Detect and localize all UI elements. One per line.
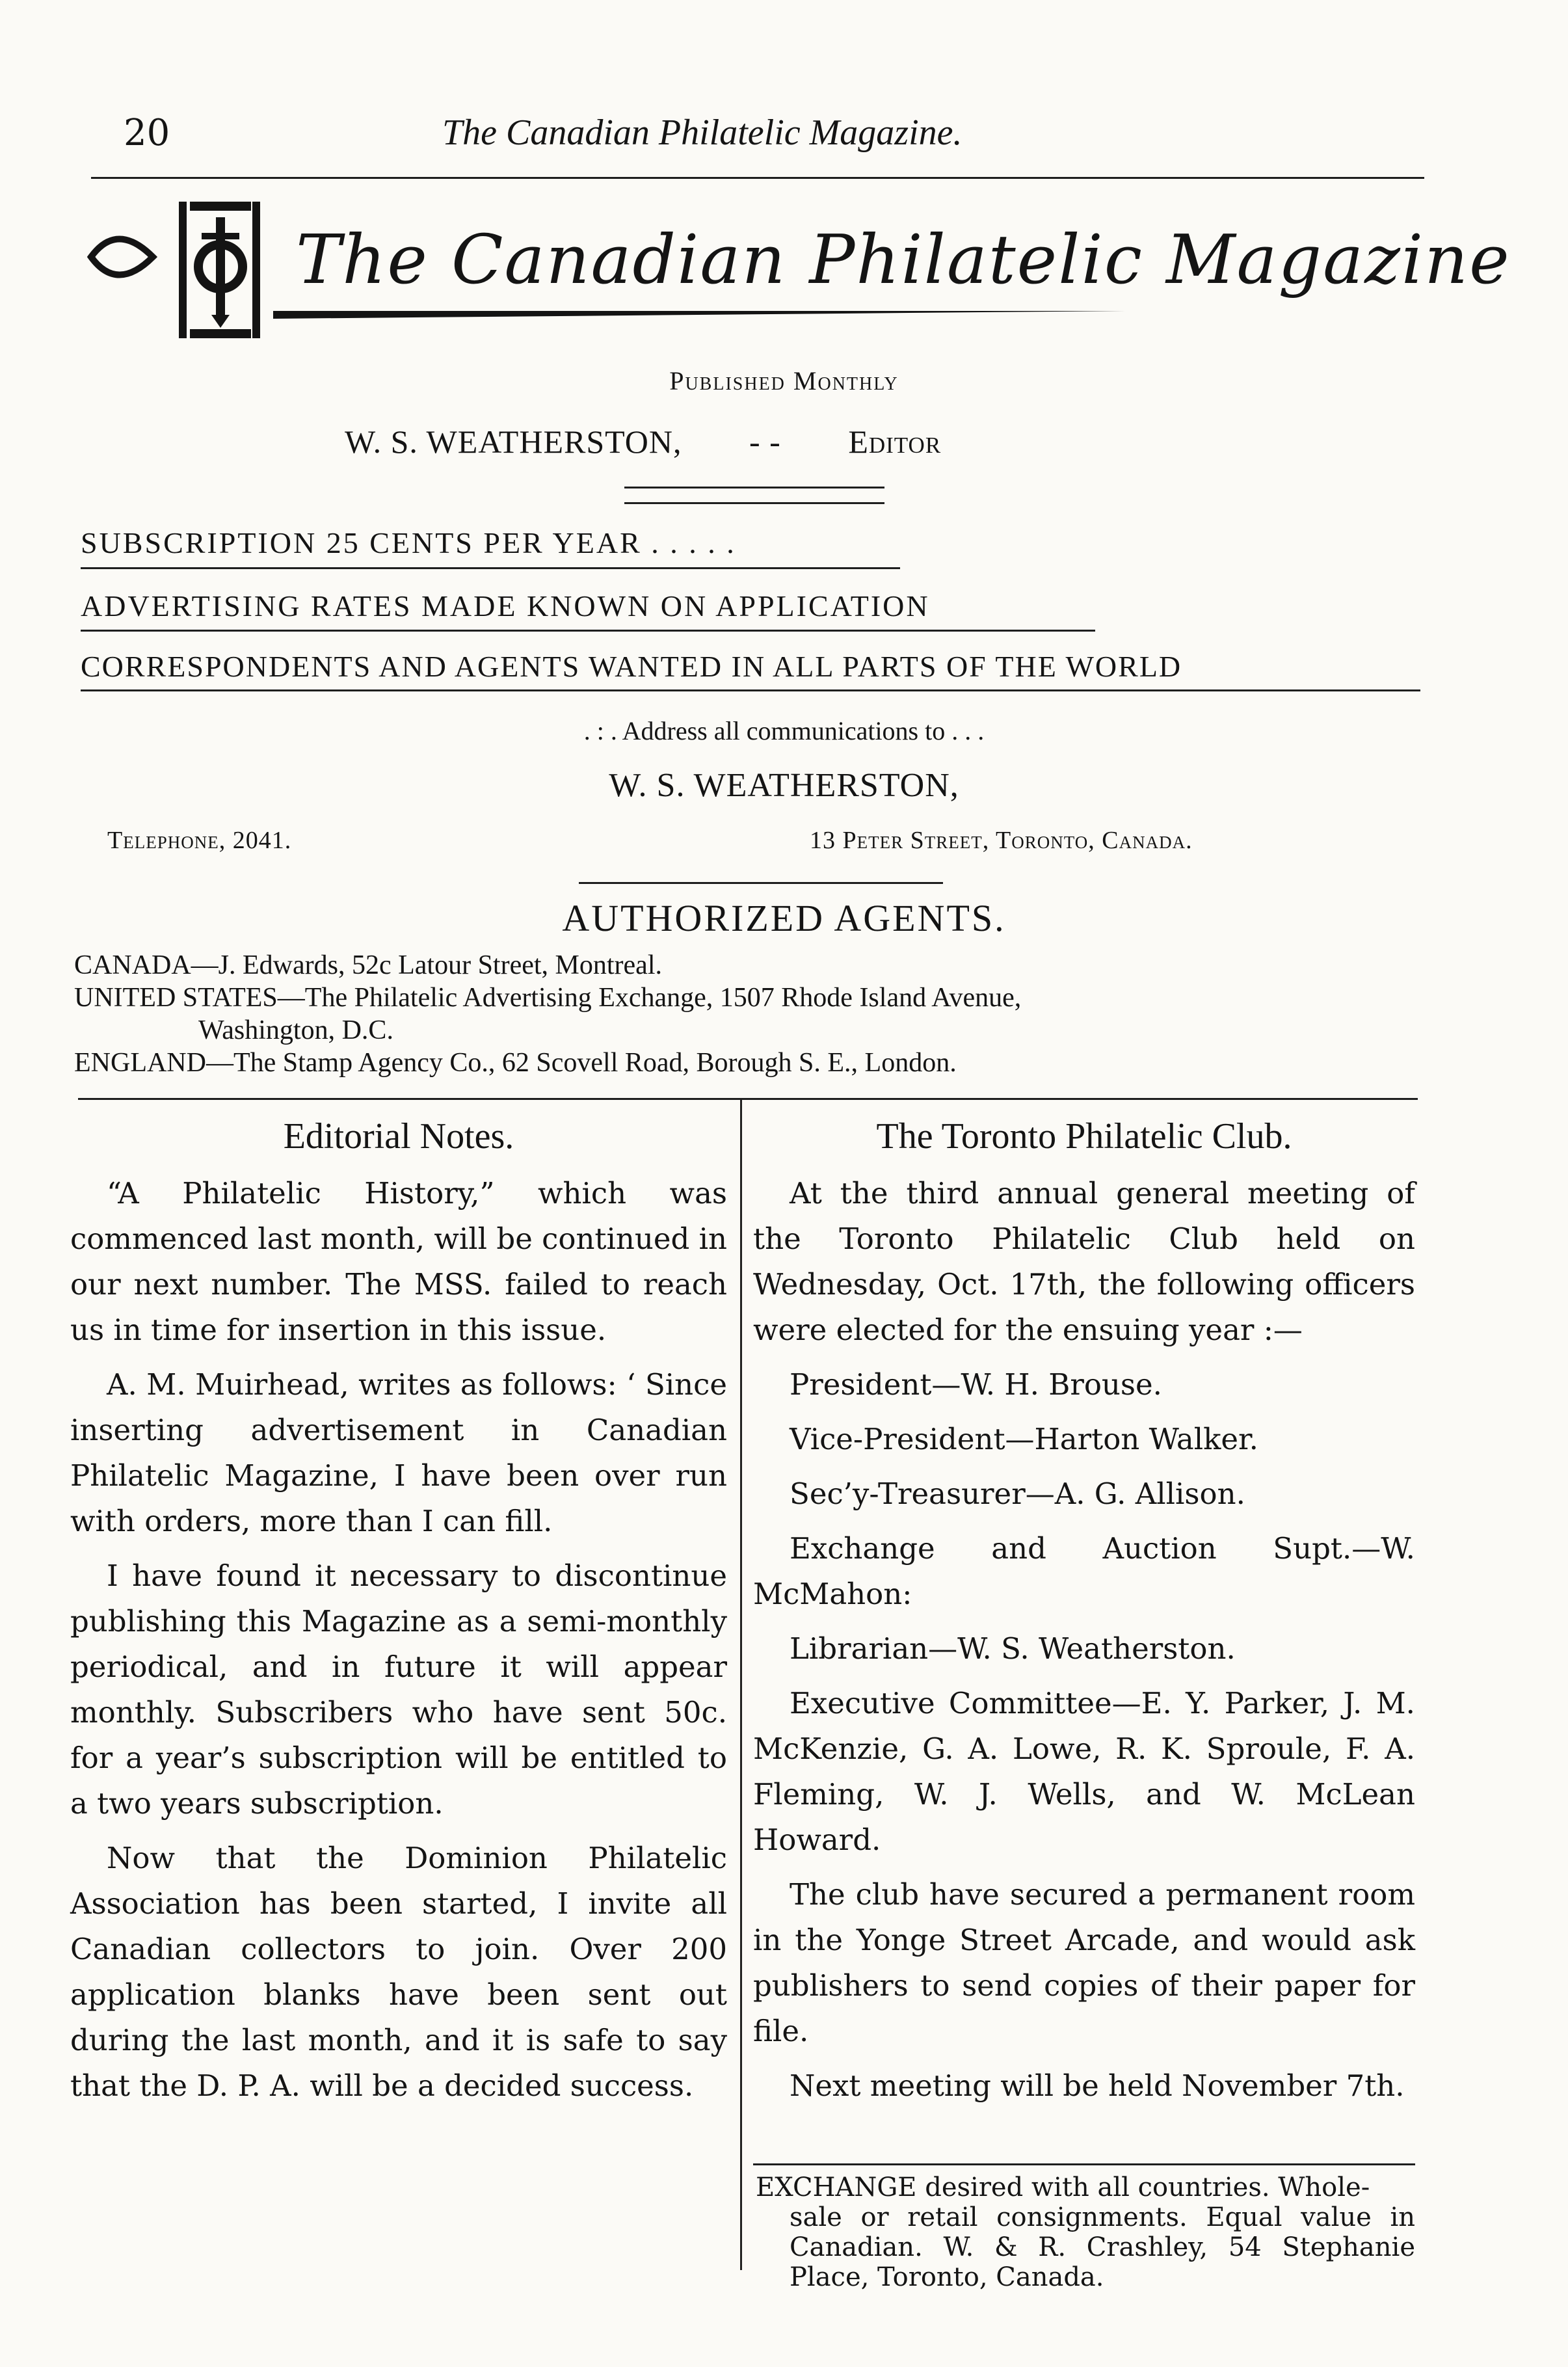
subscription-notice: SUBSCRIPTION 25 CENTS PER YEAR . . . . . bbox=[81, 526, 736, 559]
advertising-notice: ADVERTISING RATES MADE KNOWN ON APPLICATION bbox=[81, 589, 930, 622]
agent-canada: CANADA—J. Edwards, 52c Latour Street, Montreal. bbox=[74, 950, 662, 980]
masthead-ornament-icon bbox=[78, 195, 273, 345]
masthead-underline bbox=[273, 311, 1125, 319]
ornamental-rule bbox=[624, 502, 884, 504]
editorial-paragraph: “A Philatelic History,” which was commenced last month, will be continued in our next number. The MSS. failed to reach us in time for insertion in this issue. bbox=[70, 1176, 727, 1347]
agent-england: ENGLAND—The Stamp Agency Co., 62 Scovell Road, Borough S. E., London. bbox=[74, 1048, 957, 1078]
masthead-title: The Canadian Philatelic Magazine bbox=[296, 220, 1511, 299]
editorial-paragraph: I have found it necessary to discontinue publishing this Magazine as a semi-monthly periodical, and in future it will appear monthly. Subscribers who have sent 50c. for a year’s subscription will be entitled to a two years subscription. bbox=[70, 1558, 727, 1821]
masthead-logo bbox=[78, 195, 273, 347]
club-intro: At the third annual general meeting of the Toronto Philatelic Club held on Wednesday, Oct. 17th, the following officers were elected for the ensuing year :— bbox=[753, 1176, 1415, 1347]
club-officer: President—W. H. Brouse. bbox=[790, 1367, 1162, 1402]
club-room-paragraph: The club have secured a permanent room in the Yonge Street Arcade, and would ask publishers to send copies of their paper for file. bbox=[753, 1877, 1415, 2048]
club-officer: Vice-President—Harton Walker. bbox=[790, 1422, 1258, 1456]
editorial-paragraph: Now that the Dominion Philatelic Association has been started, I invite all Canadian collectors to join. Over 200 application blanks have been sent out during the last month, and it is safe to say that the D. P. A. will be a decided success. bbox=[70, 1841, 727, 2103]
published-frequency: Published Monthly bbox=[669, 366, 899, 395]
editor-dashes: - - bbox=[749, 423, 781, 460]
correspondents-notice: CORRESPONDENTS AND AGENTS WANTED IN ALL PARTS OF THE WORLD bbox=[81, 650, 1182, 683]
column-divider bbox=[740, 1099, 742, 2270]
agent-us: UNITED STATES—The Philatelic Advertising Exchange, 1507 Rhode Island Avenue, bbox=[74, 983, 1022, 1013]
club-heading: The Toronto Philatelic Club. bbox=[876, 1116, 1292, 1157]
editor-role: Editor bbox=[848, 423, 942, 460]
editor-name: W. S. WEATHERSTON, bbox=[345, 423, 682, 460]
editorial-column bbox=[70, 1114, 727, 2118]
top-rule bbox=[91, 177, 1424, 179]
page-number: 20 bbox=[124, 112, 170, 154]
club-column bbox=[753, 1114, 1415, 2118]
editorial-paragraph: A. M. Muirhead, writes as follows: ‘ Since inserting advertisement in Canadian Philatelic Magazine, I have been over run with orders, more than I can fill. bbox=[70, 1367, 727, 1538]
exchange-rule bbox=[753, 2163, 1415, 2165]
club-officer: Librarian—W. S. Weatherston. bbox=[790, 1631, 1236, 1666]
agents-title: AUTHORIZED AGENTS. bbox=[562, 897, 1006, 939]
ornamental-rule bbox=[624, 487, 884, 488]
editorial-heading: Editorial Notes. bbox=[283, 1116, 514, 1157]
notice-rule bbox=[81, 567, 900, 569]
exchange-ad-body: sale or retail consignments. Equal value in Canadian. W. & R. Crashley, 54 Stephanie Place, Toronto, Canada. bbox=[790, 2202, 1415, 2292]
notice-rule bbox=[81, 630, 1095, 632]
club-officer: Sec’y-Treasurer—A. G. Allison. bbox=[790, 1477, 1245, 1511]
address-rule bbox=[579, 882, 943, 884]
exchange-ad-first-line: EXCHANGE desired with all countries. Whole- bbox=[756, 2173, 1370, 2202]
street-address: 13 Peter Street, Toronto, Canada. bbox=[810, 827, 1193, 854]
club-officer: Exchange and Auction Supt.—W. McMahon: bbox=[753, 1531, 1415, 1611]
editor-line bbox=[345, 423, 941, 461]
club-next-meeting: Next meeting will be held November 7th. bbox=[790, 2068, 1405, 2103]
club-officer: Executive Committee—E. Y. Parker, J. M. McKenzie, G. A. Lowe, R. K. Sproule, F. A. Fleming, W. J. Wells, and W. McLean Howard. bbox=[753, 1686, 1415, 1857]
address-name: W. S. WEATHERSTON, bbox=[609, 767, 959, 804]
running-title: The Canadian Philatelic Magazine. bbox=[442, 113, 963, 153]
agent-us-cont: Washington, D.C. bbox=[198, 1015, 393, 1045]
notice-rule bbox=[81, 689, 1420, 691]
agents-rule bbox=[78, 1098, 1418, 1100]
address-intro: . : . Address all communications to . . . bbox=[583, 716, 985, 745]
telephone: Telephone, 2041. bbox=[107, 827, 292, 854]
exchange-advertisement bbox=[756, 2173, 1415, 2292]
